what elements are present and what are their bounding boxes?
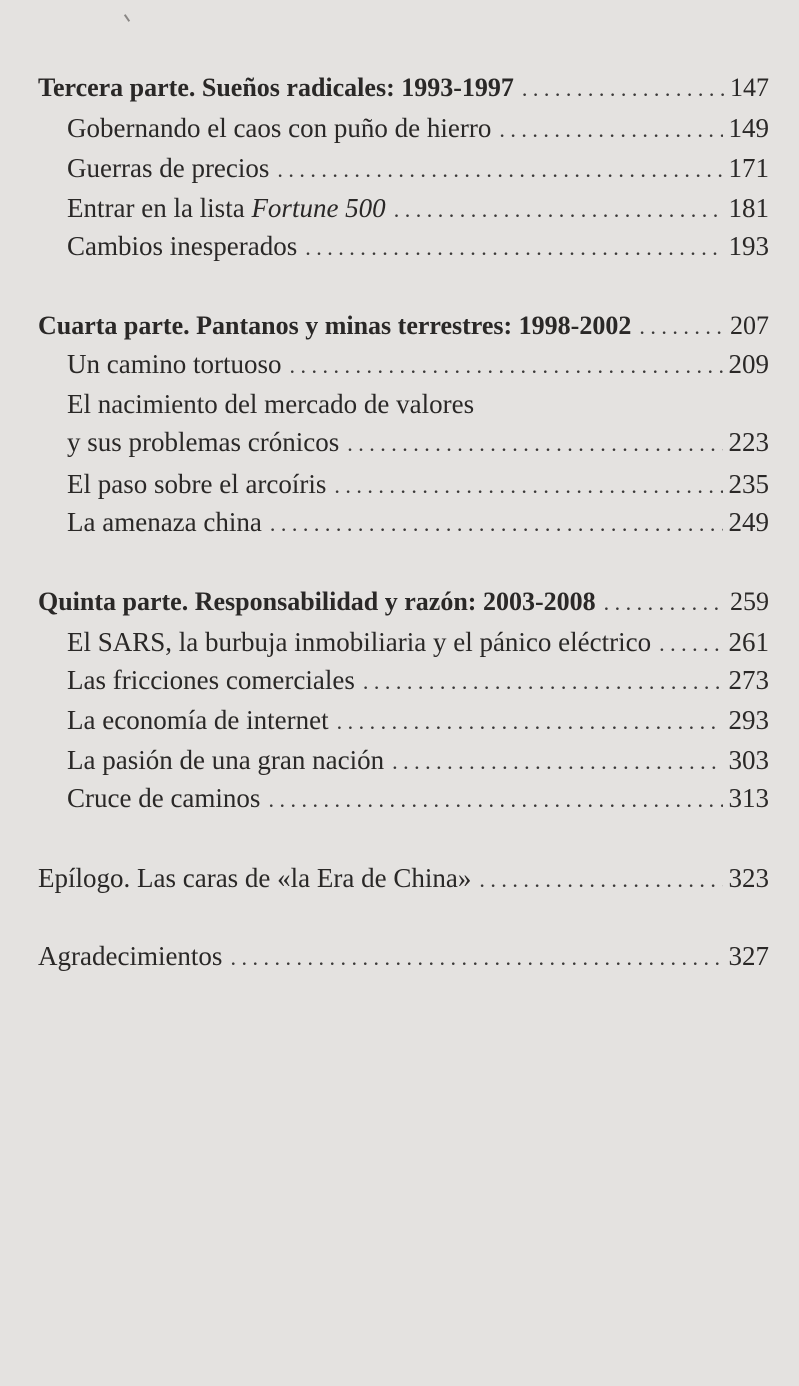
dot-leader xyxy=(604,585,724,621)
dot-leader xyxy=(522,71,724,107)
toc-part-3 xyxy=(38,70,769,106)
toc-page-number: 261 xyxy=(728,627,769,657)
toc-chapter xyxy=(67,624,769,660)
dot-leader xyxy=(230,940,722,976)
toc-chapter-title: Cambios inesperados xyxy=(67,231,298,261)
dot-leader xyxy=(392,744,722,780)
toc-chapter xyxy=(67,780,769,816)
toc-chapter-title-italic: Fortune 500 xyxy=(251,193,386,223)
toc-epilogue-title: Epílogo. Las caras de «la Era de China» xyxy=(38,863,472,893)
toc-chapter xyxy=(67,466,769,502)
toc-part-title: Quinta parte. Responsabilidad y razón: 2003-2008 xyxy=(38,587,596,616)
toc-chapter xyxy=(67,346,769,382)
toc-page-number: 207 xyxy=(730,311,769,340)
toc-page-number: 235 xyxy=(728,469,769,499)
toc-chapter xyxy=(67,150,769,186)
dot-leader xyxy=(270,506,723,542)
toc-page-number: 327 xyxy=(728,941,769,971)
toc-chapter-title: El paso sobre el arcoíris xyxy=(67,469,327,499)
toc-chapter-title: La economía de internet xyxy=(67,705,329,735)
dot-leader xyxy=(337,704,723,740)
mark-stroke xyxy=(124,14,130,22)
toc-page-number: 171 xyxy=(728,153,769,183)
toc-page-number: 259 xyxy=(730,587,769,616)
toc-page-number: 147 xyxy=(730,73,769,102)
dot-leader xyxy=(289,348,722,384)
toc-page-number: 323 xyxy=(728,863,769,893)
dot-leader xyxy=(277,152,722,188)
toc-chapter xyxy=(67,190,769,226)
toc-page-number: 303 xyxy=(728,745,769,775)
toc-page-number: 313 xyxy=(728,783,769,813)
toc-part-5 xyxy=(38,584,769,620)
toc-chapter xyxy=(67,504,769,540)
toc-chapter-title xyxy=(67,190,386,226)
dot-leader xyxy=(394,192,723,228)
toc-acknowledgements xyxy=(38,938,769,974)
toc-chapter xyxy=(67,702,769,738)
toc-page-number: 249 xyxy=(728,507,769,537)
toc-chapter-title-prefix: Entrar en la lista xyxy=(67,193,252,223)
toc-chapter xyxy=(67,742,769,778)
toc-page-number: 293 xyxy=(728,705,769,735)
toc-chapter-title: Gobernando el caos con puño de hierro xyxy=(67,113,492,143)
toc-page-number: 149 xyxy=(728,113,769,143)
toc-part-title: Tercera parte. Sueños radicales: 1993-1997 xyxy=(38,73,514,102)
toc-page-number: 209 xyxy=(728,349,769,379)
dot-leader xyxy=(639,309,724,345)
toc-chapter-title: y sus problemas crónicos xyxy=(67,427,340,457)
toc-chapter xyxy=(67,424,769,460)
toc-chapter-title: Un camino tortuoso xyxy=(67,349,282,379)
toc-part-4 xyxy=(38,308,769,344)
dot-leader xyxy=(363,664,723,700)
toc-acknowledgements-title: Agradecimientos xyxy=(38,941,223,971)
toc-chapter-title-line1: El nacimiento del mercado de valores xyxy=(67,389,475,419)
dot-leader xyxy=(334,468,722,504)
toc-chapter-title: La pasión de una gran nación xyxy=(67,745,385,775)
dot-leader xyxy=(659,626,722,662)
dot-leader xyxy=(305,230,722,266)
toc-page-number: 181 xyxy=(728,193,769,223)
toc-page-number: 193 xyxy=(728,231,769,261)
toc-chapter xyxy=(67,228,769,264)
toc-chapter-title: Las fricciones comerciales xyxy=(67,665,355,695)
toc-chapter-title: La amenaza china xyxy=(67,507,262,537)
toc-chapter-title: Cruce de caminos xyxy=(67,783,261,813)
dot-leader xyxy=(268,782,722,818)
toc-page-number: 273 xyxy=(728,665,769,695)
toc-page-number: 223 xyxy=(728,427,769,457)
dot-leader xyxy=(347,426,722,462)
toc-part-title: Cuarta parte. Pantanos y minas terrestres: 1998-2002 xyxy=(38,311,632,340)
toc-chapter-title: Guerras de precios xyxy=(67,153,270,183)
toc-epilogue xyxy=(38,860,769,896)
toc-chapter xyxy=(67,110,769,146)
dot-leader xyxy=(479,862,722,898)
dot-leader xyxy=(499,112,722,148)
toc-chapter xyxy=(67,662,769,698)
toc-chapter-title: El SARS, la burbuja inmobiliaria y el pánico eléctrico xyxy=(67,627,652,657)
